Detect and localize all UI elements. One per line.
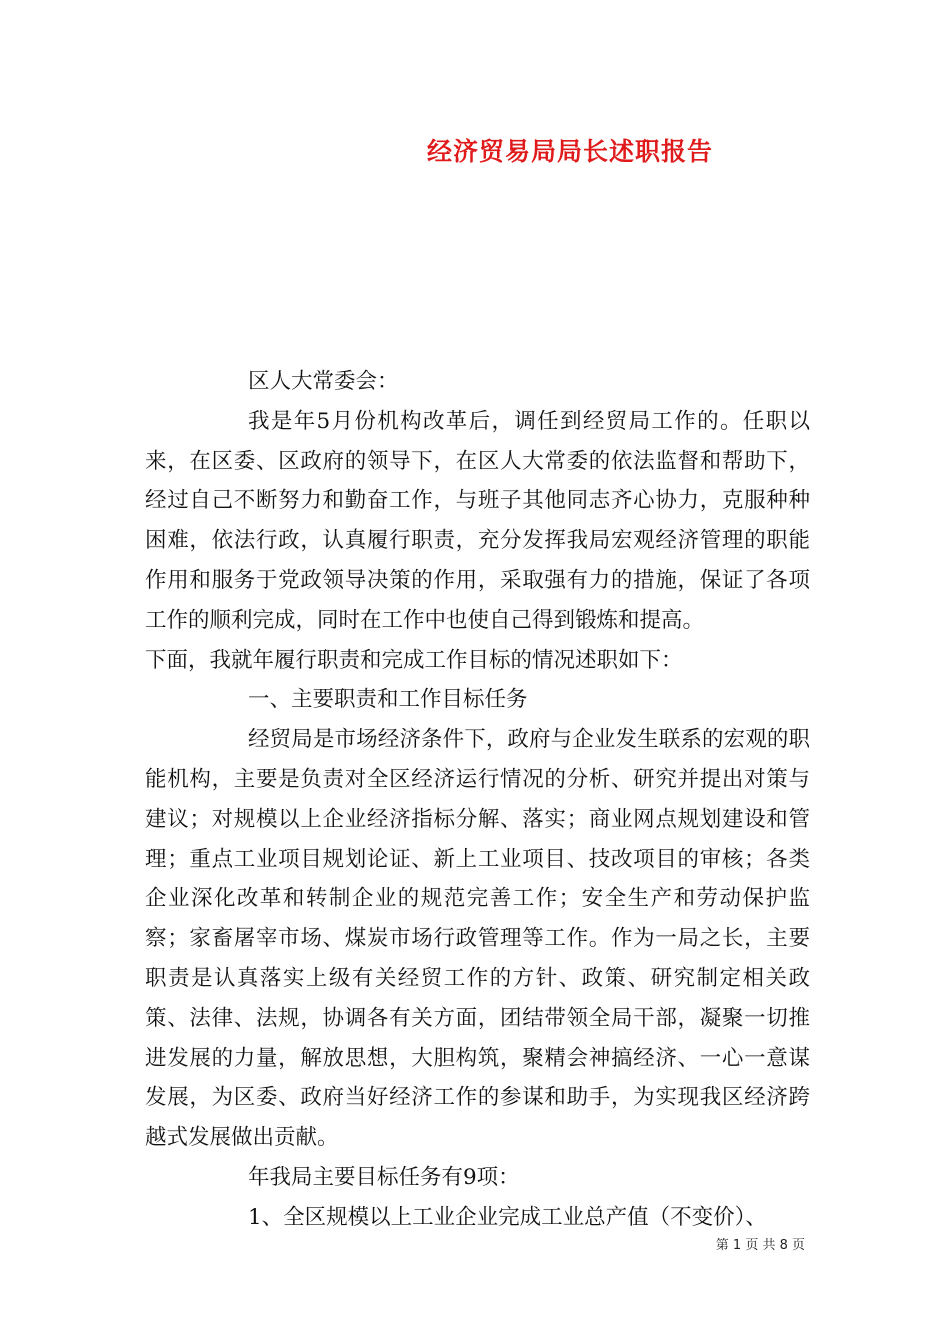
paragraph: 我是年5月份机构改革后，调任到经贸局工作的。任职以来，在区委、区政府的领导下，在区人大常委的依法监督和帮助下，经过自己不断努力和勤奋工作，与班子其他同志齐心协力，克服种种困难，依法行政，认真履行职责，充分发挥我局宏观经济管理的职能作用和服务于党政领导决策的作用，采取强有力的措施，保证了各项工作的顺利完成，同时在工作中也使自己得到锻炼和提高。 [145, 408, 810, 633]
paragraph: 下面，我就年履行职责和完成工作目标的情况述职如下： [145, 647, 683, 673]
salutation: 区人大常委会： [248, 369, 399, 394]
document-body [145, 362, 810, 1238]
list-item: 1、全区规模以上工业企业完成工业总产值（不变价）、 [248, 1204, 767, 1230]
section-heading: 一、主要职责和工作目标任务 [248, 687, 528, 713]
paragraph: 经贸局是市场经济条件下，政府与企业发生联系的宏观的职能机构，主要是负责对全区经济运行情况的分析、研究并提出对策与建议；对规模以上企业经济指标分解、落实；商业网点规划建设和管理；重点工业项目规划论证、新上工业项目、技改项目的审核；各类企业深化改革和转制企业的规范完善工作；安全生产和劳动保护监察；家畜屠宰市场、煤炭市场行政管理等工作。作为一局之长，主要职责是认真落实上级有关经贸工作的方针、政策、研究制定相关政策、法律、法规，协调各有关方面，团结带领全局干部，凝聚一切推进发展的力量，解放思想，大胆构筑，聚精会神搞经济、一心一意谋发展，为区委、政府当好经济工作的参谋和助手，为实现我区经济跨越式发展做出贡献。 [145, 727, 810, 1151]
page-number: 第 1 页 共 8 页 [715, 1238, 805, 1253]
paragraph: 年我局主要目标任务有9项： [248, 1164, 520, 1190]
document-title: 经济贸易局局长述职报告 [426, 137, 713, 166]
